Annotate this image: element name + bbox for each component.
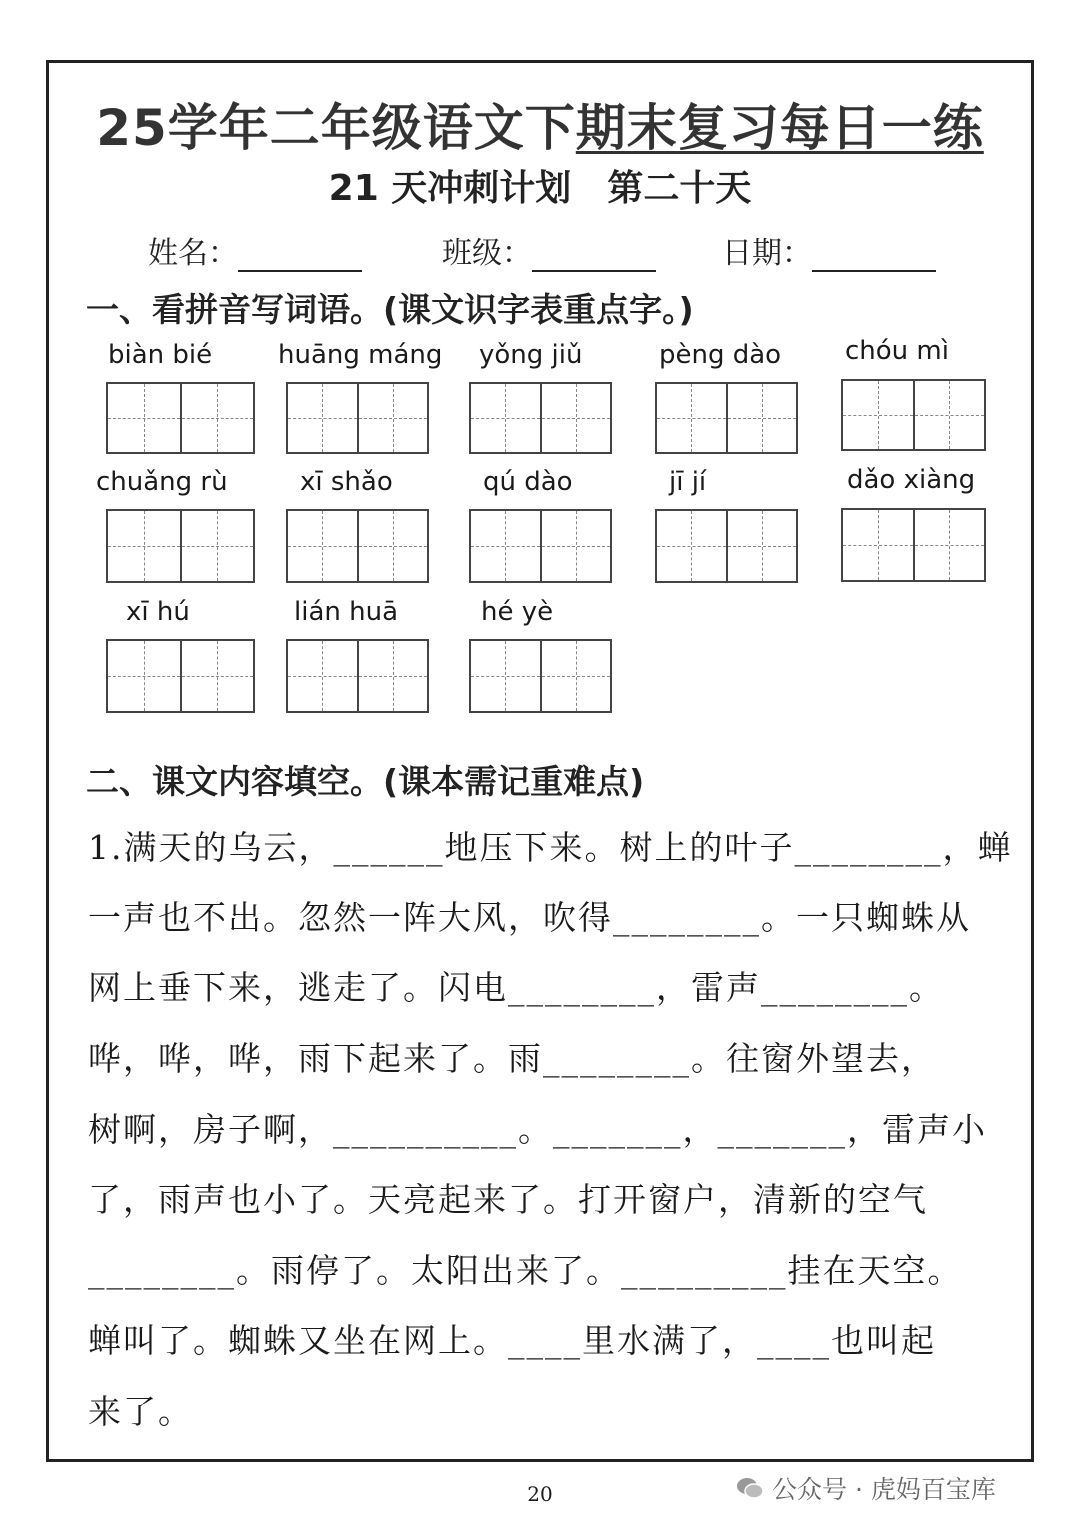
answer-grid[interactable]	[106, 639, 255, 713]
fill-line: 网上垂下来，逃走了。闪电________，雷声________。	[88, 968, 944, 1007]
worksheet-title	[0, 88, 1080, 160]
subtitle-day: 第二十天	[607, 168, 752, 209]
class-label: 班级：	[442, 236, 532, 271]
subtitle-plan: 21 天冲刺计划	[328, 168, 572, 209]
pinyin-text: pèng dào	[659, 340, 782, 370]
fill-line: 1.满天的乌云，______地压下来。树上的叶子________，蝉	[88, 828, 1013, 867]
name-field[interactable]	[148, 228, 362, 272]
fill-line: 树啊，房子啊，__________。_______，_______，雷声小	[88, 1110, 987, 1149]
fill-line: 了，雨声也小了。天亮起来了。打开窗户，清新的空气	[88, 1180, 928, 1219]
answer-grid[interactable]	[286, 509, 429, 583]
class-field[interactable]	[442, 228, 656, 272]
answer-grid[interactable]	[286, 639, 429, 713]
fill-line: 哗，哗，哗，雨下起来了。雨________。往窗外望去，	[88, 1039, 936, 1078]
pinyin-text: qú dào	[483, 467, 573, 497]
pinyin-text: biàn bié	[108, 340, 213, 370]
answer-grid[interactable]	[469, 509, 612, 583]
section1-title: 一、看拼音写词语。(课文识字表重点字。)	[86, 290, 694, 329]
answer-grid[interactable]	[106, 382, 255, 454]
section2-title: 二、课文内容填空。(课本需记重难点)	[86, 762, 645, 801]
answer-grid[interactable]	[106, 509, 255, 583]
pinyin-text: hé yè	[481, 597, 554, 627]
pinyin-text: dǎo xiàng	[847, 465, 976, 495]
page-number: 20	[527, 1482, 553, 1506]
date-field[interactable]	[722, 228, 936, 272]
wechat-icon	[736, 1476, 764, 1500]
pinyin-text: chuǎng rù	[96, 467, 228, 497]
worksheet-subtitle	[0, 160, 1080, 211]
answer-grid[interactable]	[841, 379, 986, 451]
answer-grid[interactable]	[469, 639, 612, 713]
title-grade: 25学年二年级语文下	[96, 99, 576, 157]
pinyin-text: yǒng jiǔ	[479, 340, 583, 370]
date-blank[interactable]	[812, 240, 936, 272]
fill-line: 来了。	[88, 1392, 193, 1431]
name-blank[interactable]	[238, 240, 362, 272]
answer-grid[interactable]	[286, 382, 429, 454]
fill-line: ________。雨停了。太阳出来了。_________挂在天空。	[88, 1251, 963, 1290]
title-review: 期末复习每日一练	[575, 99, 984, 157]
pinyin-text: lián huā	[294, 597, 399, 627]
class-blank[interactable]	[532, 240, 656, 272]
pinyin-text: xī shǎo	[300, 467, 393, 497]
pinyin-text: chóu mì	[845, 336, 949, 366]
answer-grid[interactable]	[655, 382, 798, 454]
answer-grid[interactable]	[655, 509, 798, 583]
pinyin-text: huāng máng	[278, 340, 443, 370]
watermark	[736, 1470, 996, 1506]
fill-line: 蝉叫了。蜘蛛又坐在网上。____里水满了，____也叫起	[88, 1321, 936, 1360]
pinyin-text: jī jí	[669, 467, 707, 497]
watermark-text: 公众号 · 虎妈百宝库	[772, 1475, 996, 1504]
date-label: 日期：	[722, 236, 812, 271]
answer-grid[interactable]	[841, 508, 986, 582]
pinyin-text: xī hú	[126, 597, 190, 627]
fill-line: 一声也不出。忽然一阵大风，吹得________。一只蜘蛛从	[88, 898, 971, 937]
answer-grid[interactable]	[469, 382, 612, 454]
name-label: 姓名：	[148, 236, 238, 271]
